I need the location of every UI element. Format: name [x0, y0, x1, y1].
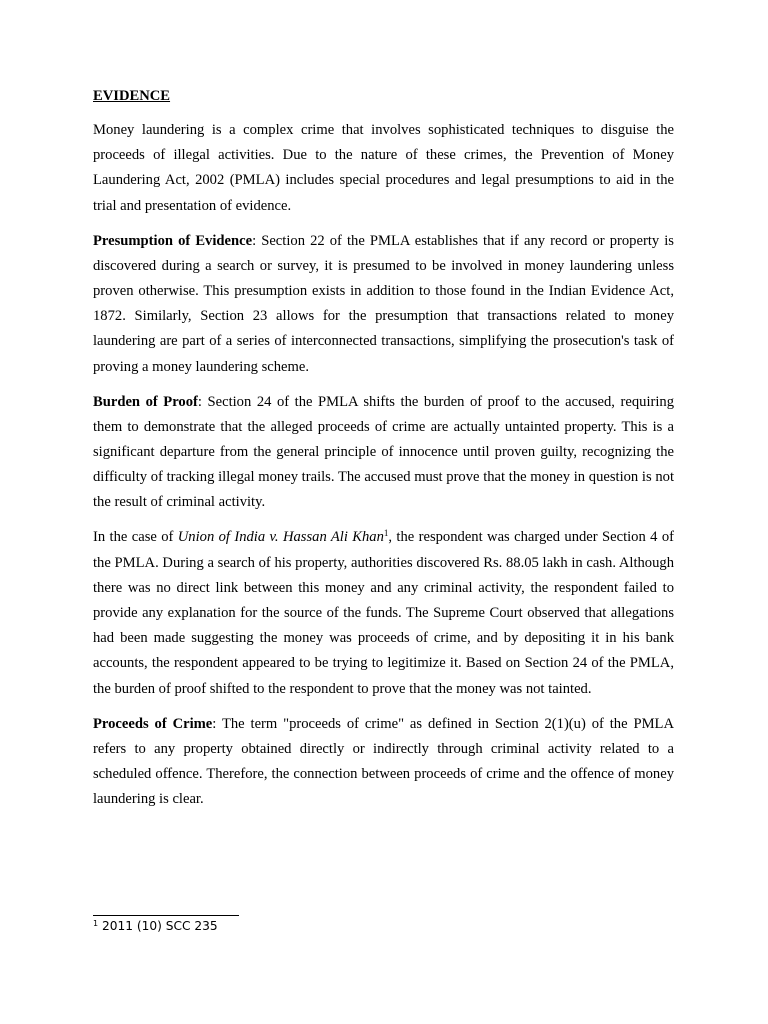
burden-paragraph: [93, 390, 674, 516]
case-name: Union of India v. Hassan Ali Khan: [177, 529, 384, 546]
proceeds-paragraph: [93, 712, 674, 813]
proceeds-text: : The term "proceeds of crime" as defined in Section 2(1)(u) of the PMLA refers to any property obtained directly or indirectly through criminal activity related to a scheduled offence. Therefore, the connection between proceeds of crime and the offence of money laundering is clear.: [93, 715, 674, 808]
case-prefix: In the case of: [93, 529, 178, 546]
footnote-separator: [93, 915, 239, 916]
case-paragraph: [93, 525, 674, 701]
footnote-text: 2011 (10) SCC 235: [98, 919, 218, 933]
document-page: [93, 84, 674, 822]
footnote-reference[interactable]: 1: [383, 528, 389, 539]
section-heading: EVIDENCE: [93, 88, 171, 104]
footnote-area: [93, 915, 393, 934]
burden-text: : Section 24 of the PMLA shifts the burden of proof to the accused, requiring them to demonstrate that the alleged proceeds of crime are actually untainted property. This is a significant departure from the general principle of innocence until proven guilty, recognizing the difficulty of tracking illegal money trails. The accused must prove that the money in question is not the result of criminal activity.: [93, 393, 675, 511]
presumption-title: Presumption of Evidence: [93, 232, 253, 249]
presumption-paragraph: [93, 229, 674, 380]
burden-title: Burden of Proof: [93, 393, 198, 410]
presumption-text: : Section 22 of the PMLA establishes that if any record or property is discovered during a search or survey, it is presumed to be involved in money laundering unless proven otherwise. This presumption exists in addition to those found in the Indian Evidence Act, 1872. Similarly, Section 23 allows for the presumption that transactions related to money laundering are part of a series of interconnected transactions, simplifying the prosecution's task of proving a money laundering scheme.: [93, 232, 674, 375]
intro-paragraph: Money laundering is a complex crime that involves sophisticated techniques to disguise the proceeds of illegal activities. Due to the nature of these crimes, the Prevention of Money Laundering Act, 2002 (PMLA) includes special procedures and legal presumptions to aid in the trial and presentation of evidence.: [93, 122, 674, 214]
footnote-number: 1: [93, 919, 99, 928]
case-text: , the respondent was charged under Section 4 of the PMLA. During a search of his property, authorities discovered Rs. 88.05 lakh in cash. Although there was no direct link between this money and any criminal activity, the respondent failed to provide any explanation for the source of the funds. The Supreme Court observed that allegations had been made suggesting the money was proceeds of crime, and by depositing it in his bank accounts, the respondent appeared to be trying to legitimize it. Based on Section 24 of the PMLA, the burden of proof shifted to the respondent to prove that the money was not tainted.: [93, 529, 674, 697]
footnote: [93, 918, 393, 934]
proceeds-title: Proceeds of Crime: [93, 715, 213, 732]
